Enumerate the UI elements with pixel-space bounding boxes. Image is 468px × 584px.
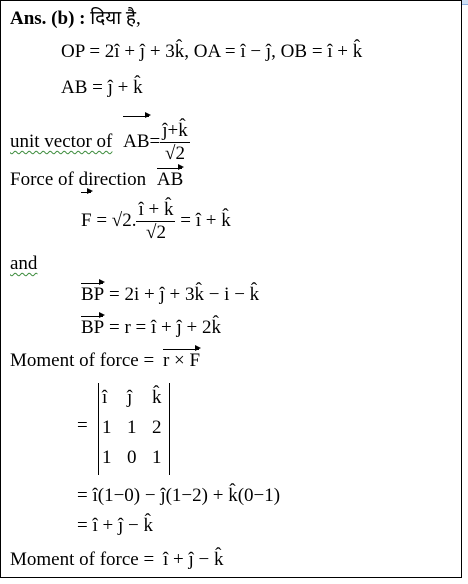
hindi-given: दिया है, <box>90 8 141 29</box>
answer-heading <box>10 8 141 30</box>
final-moment-label: Moment of force = <box>10 549 155 570</box>
and-line <box>10 253 37 275</box>
ab-vector-line <box>61 77 143 99</box>
force-result: = î + k̂ <box>180 210 231 231</box>
unit-vector-label: unit vector of <box>10 131 113 152</box>
expansion-line <box>77 485 280 507</box>
bp-line-1 <box>81 284 259 306</box>
det-cell-3-1: 1 <box>102 447 112 468</box>
ab-vector: AB = ĵ + k̂ <box>61 77 143 98</box>
det-cell-2-1: 1 <box>102 417 112 438</box>
force-numerator: î + k̂ <box>138 199 174 221</box>
determinant-matrix <box>98 383 170 475</box>
simplified-expression: = î + ĵ − k̂ <box>77 515 153 536</box>
force-symbol: F <box>81 193 92 249</box>
unit-vector-fraction <box>160 120 190 165</box>
moment-label: Moment of force = <box>10 350 155 371</box>
det-cell-1-2: ĵ <box>127 387 133 408</box>
moment-expression: r × F <box>162 350 201 371</box>
bp-expression-2: = r = î + ĵ + 2k̂ <box>109 317 221 338</box>
given-vectors: OP = 2î + ĵ + 3k̂, OA = î − ĵ, OB = î + k̂ <box>61 41 363 62</box>
expansion-expression: = î(1−0) − ĵ(1−2) + k̂(0−1) <box>77 485 281 506</box>
force-vector-line: F = √2. $\frac{î + k̂}{√2}$ = î + k̂ <box>81 193 231 249</box>
force-direction-line <box>10 169 183 191</box>
ans-label: Ans. (b) : <box>10 8 86 29</box>
unit-vector-denominator: √2 <box>165 143 185 165</box>
det-cell-2-3: 2 <box>152 417 162 438</box>
simplified-line <box>77 515 153 537</box>
det-cell-2-2: 1 <box>127 417 137 438</box>
ab-direction-symbol: AB <box>156 169 184 190</box>
bp-symbol-2: BP <box>81 317 105 338</box>
bp-symbol-1: BP <box>81 284 105 305</box>
moment-line <box>10 350 200 372</box>
unit-vector-line: unit vector of AB= $\frac{ĵ+k̂}{√2}$ <box>10 117 190 167</box>
force-fraction <box>136 199 175 244</box>
bp-line-2 <box>81 317 221 339</box>
determinant-equals: = <box>77 415 88 436</box>
final-moment-line <box>10 549 223 571</box>
bp-expression-1: = 2i + ĵ + 3k̂ − i − k̂ <box>109 284 260 305</box>
and-label: and <box>10 253 38 274</box>
det-cell-1-1: î <box>102 387 108 408</box>
unit-vector-numerator: ĵ+k̂ <box>162 120 188 142</box>
final-moment-value: î + ĵ − k̂ <box>162 549 224 570</box>
given-vectors-line <box>61 41 362 63</box>
ab-symbol: AB <box>123 117 149 167</box>
force-direction-label: Force of direction <box>10 169 147 190</box>
force-denominator: √2 <box>146 222 166 244</box>
det-cell-3-2: 0 <box>127 447 137 468</box>
det-cell-1-3: k̂ <box>152 387 162 408</box>
det-cell-3-3: 1 <box>152 447 162 468</box>
